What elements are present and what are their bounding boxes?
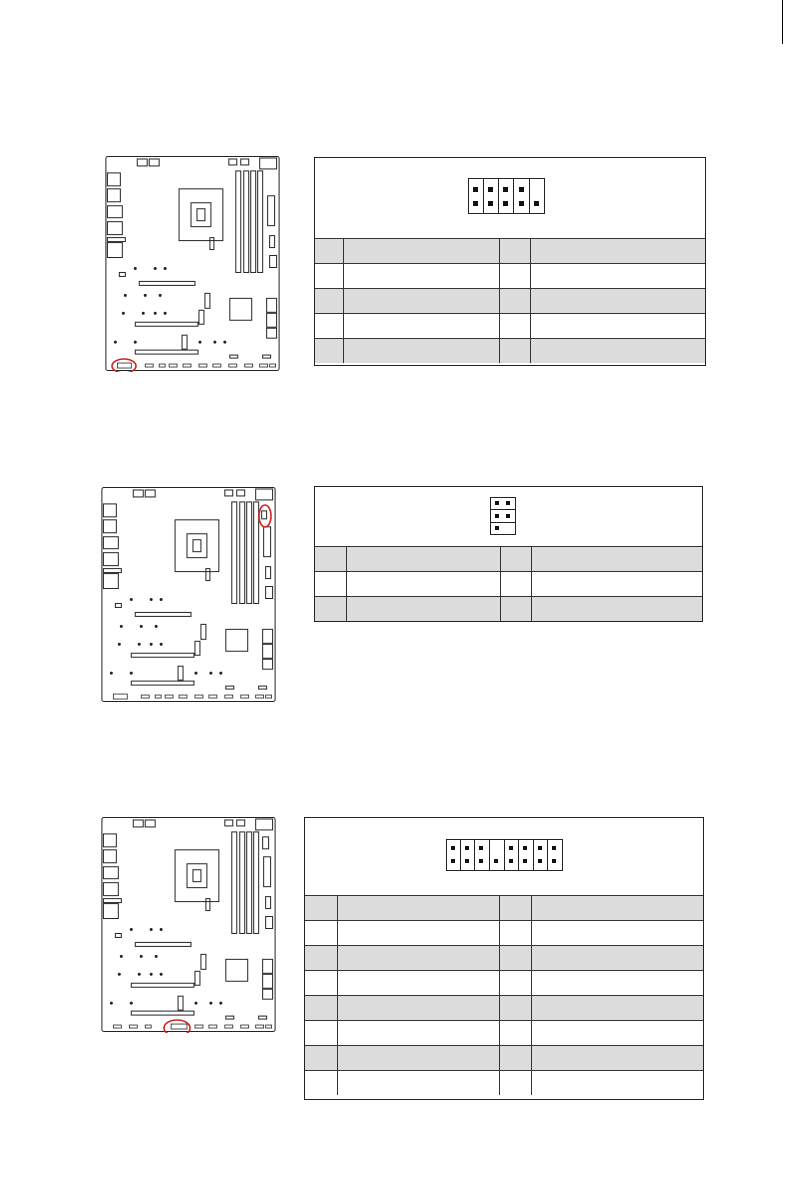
signal-name [532, 996, 701, 1020]
signal-name [532, 971, 701, 995]
pin-number [315, 572, 346, 596]
signal-name [338, 971, 499, 995]
pin-number [315, 547, 346, 571]
signal-name [338, 1021, 499, 1045]
pin-number [305, 996, 337, 1020]
signal-name [338, 1071, 499, 1095]
connector-highlight-ring [101, 817, 276, 1033]
pin-number [500, 971, 531, 995]
signal-name [532, 946, 701, 970]
motherboard-diagram [101, 817, 276, 1032]
signal-name [532, 1071, 701, 1095]
motherboard-diagram [105, 156, 280, 371]
signal-name [532, 921, 701, 945]
pin-number [305, 1021, 337, 1045]
pin-number [315, 239, 343, 263]
pin-table-row [305, 895, 703, 920]
signal-name [347, 597, 500, 621]
signal-name [347, 572, 500, 596]
pin-table-row [305, 920, 703, 945]
pin-header-diagram [446, 839, 563, 871]
pin-table-row [305, 970, 703, 995]
motherboard-diagram [101, 487, 276, 702]
signal-name [531, 339, 703, 363]
signal-name [338, 996, 499, 1020]
pin-table-row [315, 571, 702, 596]
signal-name [338, 896, 499, 920]
pin-definition-table [314, 157, 706, 366]
pin-number [500, 239, 530, 263]
pin-table-row [315, 596, 702, 621]
pin-number [500, 921, 531, 945]
signal-name [344, 239, 499, 263]
pin-number [500, 264, 530, 288]
signal-name [532, 1021, 701, 1045]
pin-number [500, 314, 530, 338]
pin-header-diagram [490, 497, 516, 535]
pin-table-row [315, 263, 705, 288]
connector-highlight-ring [105, 156, 280, 372]
pin-number [500, 896, 531, 920]
pin-number [501, 547, 531, 571]
pin-table-row [315, 313, 705, 338]
signal-name [338, 946, 499, 970]
pin-number [501, 572, 531, 596]
signal-name [532, 896, 701, 920]
pin-table-row [305, 1020, 703, 1045]
signal-name [532, 572, 700, 596]
pin-number [305, 896, 337, 920]
signal-name [344, 264, 499, 288]
connector-highlight-ring [101, 487, 276, 703]
pin-number [315, 289, 343, 313]
signal-name [532, 1046, 701, 1070]
pin-table-row [305, 995, 703, 1020]
pin-number [315, 264, 343, 288]
pin-header-diagram [468, 178, 545, 214]
signal-name [344, 289, 499, 313]
signal-name [531, 289, 703, 313]
pin-definition-table [314, 486, 703, 622]
pin-number [500, 339, 530, 363]
pin-table-row [315, 288, 705, 313]
pin-table-row [305, 1045, 703, 1070]
pin-number [305, 1046, 337, 1070]
signal-name [531, 314, 703, 338]
pin-definition-table [304, 817, 704, 1100]
signal-name [344, 339, 499, 363]
signal-name [532, 547, 700, 571]
pin-table-row [315, 546, 702, 571]
pin-table-row [305, 945, 703, 970]
pin-number [315, 339, 343, 363]
pin-number [315, 314, 343, 338]
signal-name [347, 547, 500, 571]
signal-name [531, 264, 703, 288]
signal-name [532, 597, 700, 621]
signal-name [338, 1046, 499, 1070]
pin-number [500, 1046, 531, 1070]
signal-name [531, 239, 703, 263]
pin-number [305, 1071, 337, 1095]
pin-number [500, 289, 530, 313]
pin-number [315, 597, 346, 621]
page-edge-rule [782, 0, 783, 44]
pin-number [500, 1071, 531, 1095]
pin-number [305, 921, 337, 945]
signal-name [344, 314, 499, 338]
signal-name [338, 921, 499, 945]
pin-table-row [315, 338, 705, 363]
pin-number [500, 996, 531, 1020]
pin-number [500, 946, 531, 970]
pin-number [501, 597, 531, 621]
pin-number [305, 946, 337, 970]
pin-number [500, 1021, 531, 1045]
pin-number [305, 971, 337, 995]
pin-table-row [305, 1070, 703, 1095]
pin-table-row [315, 238, 705, 263]
